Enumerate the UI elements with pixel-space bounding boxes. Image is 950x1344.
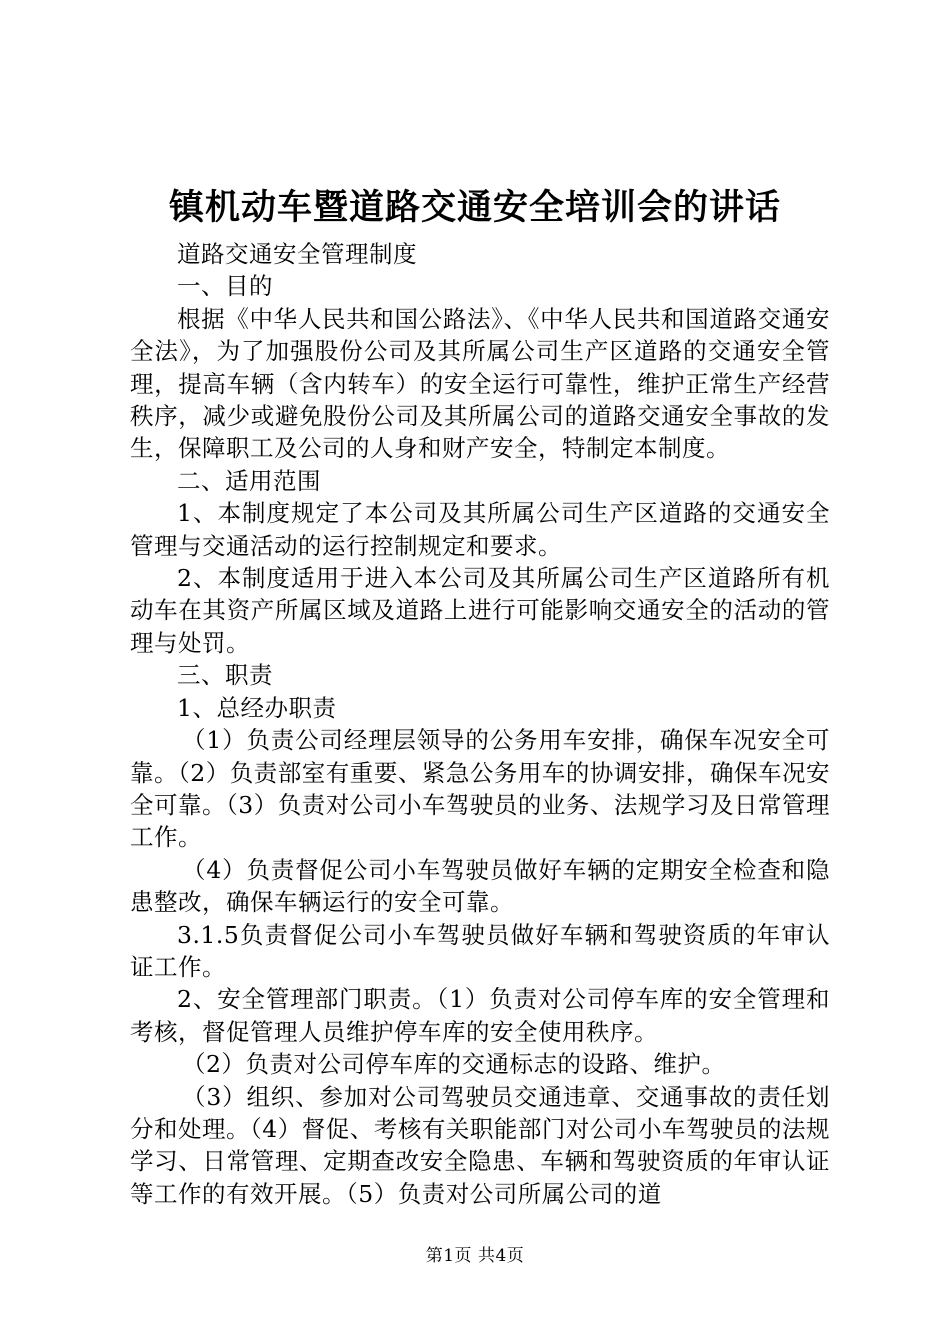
body-paragraph: （1）负责公司经理层领导的公务用车安排，确保车况安全可靠。（2）负责部室有重要、紧急公务用车的协调安排，确保车况安全可靠。（3）负责对公司小车驾驶员的业务、法规学习及日常管理工作。 — [130, 726, 830, 852]
section-heading: 二、适用范围 — [177, 466, 321, 495]
body-paragraph: （4）负责督促公司小车驾驶员做好车辆的定期安全检查和隐患整改，确保车辆运行的安全可靠。 — [130, 855, 830, 917]
section-heading: 三、职责 — [177, 661, 273, 690]
body-paragraph: 1、本制度规定了本公司及其所属公司生产区道路的交通安全管理与交通活动的运行控制规定和要求。 — [130, 499, 830, 560]
document-title: 镇机动车暨道路交通安全培训会的讲话 — [168, 187, 781, 228]
body-paragraph: 2、本制度适用于进入本公司及其所属公司生产区道路所有机动车在其资产所属区域及道路上进行可能影响交通安全的活动的管理与处罚。 — [130, 564, 830, 657]
page-number-footer: 第1页 共4页 — [425, 1246, 525, 1266]
section-heading: 一、目的 — [177, 272, 273, 301]
document-body — [130, 238, 830, 1210]
body-paragraph: 2、安全管理部门职责。（1）负责对公司停车库的安全管理和考核，督促管理人员维护停车库的安全使用秩序。 — [130, 985, 830, 1046]
body-paragraph: （2）负责对公司停车库的交通标志的设路、维护。 — [182, 1050, 726, 1079]
body-paragraph: 根据《中华人民共和国公路法》、《中华人民共和国道路交通安全法》，为了加强股份公司及其所属公司生产区道路的交通安全管理，提高车辆（含内转车）的安全运行可靠性，维护正常生产经营秩序，减少或避免股份公司及其所属公司的道路交通安全事故的发生，保障职工及公司的人身和财产安全，特制定本制度。 — [130, 304, 830, 463]
body-paragraph: 3.1.5负责督促公司小车驾驶员做好车辆和驾驶资质的年审认证工作。 — [130, 920, 830, 981]
section-heading: 道路交通安全管理制度 — [177, 240, 417, 268]
section-heading: 1、总经办职责 — [177, 693, 337, 722]
body-paragraph: （3）组织、参加对公司驾驶员交通违章、交通事故的责任划分和处理。（4）督促、考核有关职能部门对公司小车驾驶员的法规学习、日常管理、定期查改安全隐患、车辆和驾驶资质的年审认证等工作的有效开展。（5）负责对公司所属公司的道 — [130, 1082, 830, 1208]
